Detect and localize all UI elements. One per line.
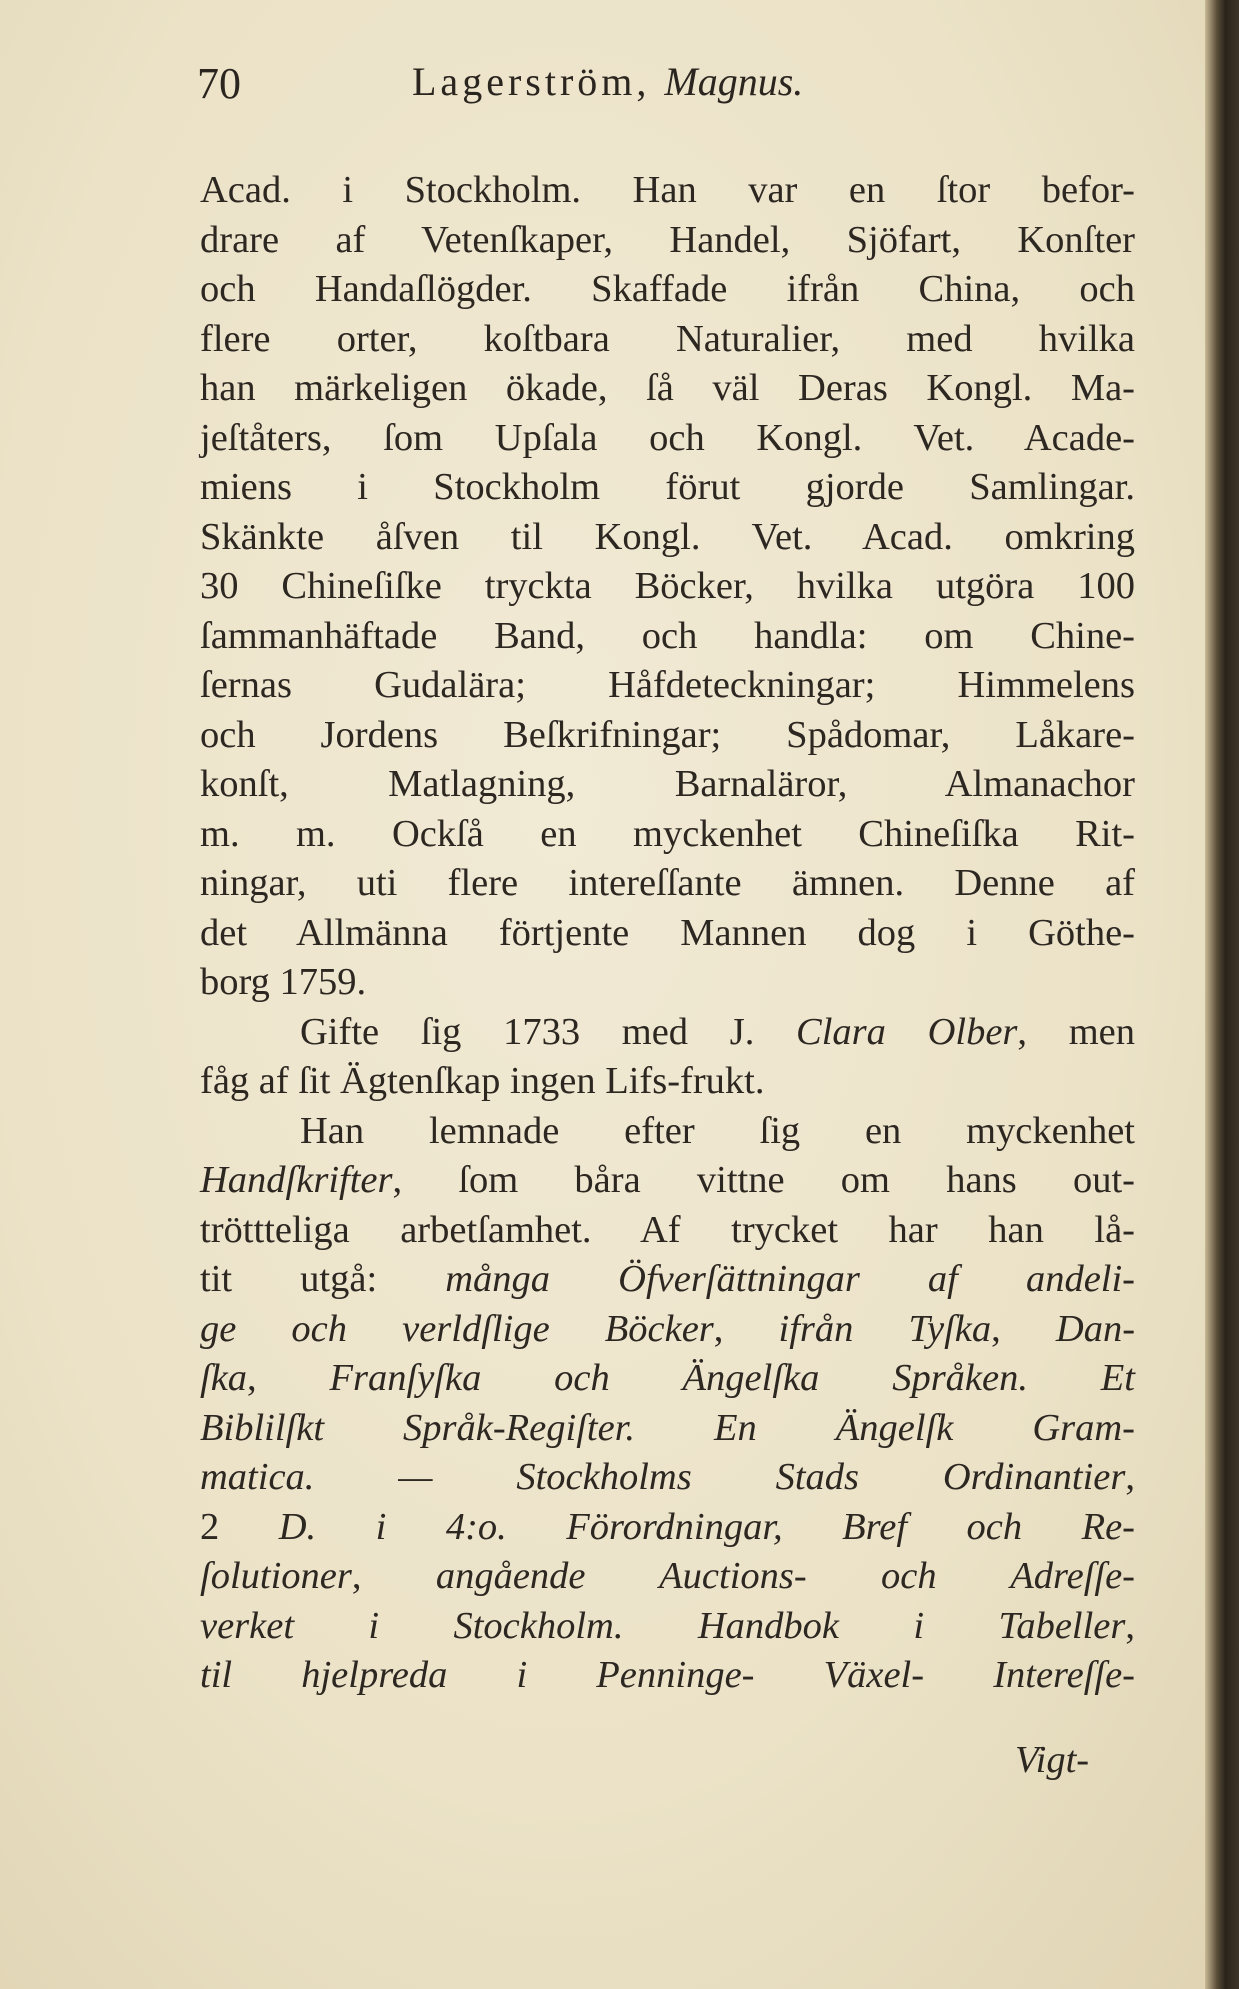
works-line-9 — [200, 1503, 1135, 1553]
works-line-3: tröttteliga arbetſamhet. Af trycket har han lå- — [200, 1208, 1135, 1251]
text-line: 30 Chineſiſke tryckta Böcker, hvilka utgöra 100 — [200, 565, 1135, 607]
works-line-5-italic-a: ge och verldſlige Böcker — [200, 1307, 714, 1350]
text-line: drare af Vetenſkaper, Handel, Sjöfart, Konſter — [200, 218, 1135, 261]
works-line-10 — [200, 1552, 1135, 1602]
works-line-11 — [200, 1602, 1135, 1652]
text-line: konſt, Matlagning, Barnaläror, Almanachor — [200, 763, 1135, 805]
marriage-line-2: fåg af ſit Ägtenſkap ingen Lifs-frukt. — [200, 1060, 765, 1102]
works-line-4-roman: tit utgå: — [200, 1258, 446, 1300]
text-line: jeſtåters, ſom Upſala och Kongl. Vet. Acade- — [200, 416, 1135, 459]
works-line-7: Biblilſkt Språk-Regiſter. En Ängelſk Gram- — [200, 1406, 1135, 1449]
catchword: Vigt- — [1015, 1739, 1090, 1781]
text-line: ſernas Gudalära; Håfdeteckningar; Himmelens — [200, 664, 1135, 706]
page-number: 70 — [197, 59, 241, 108]
text-line: och Handaſlögder. Skaffade ifrån China, och — [200, 268, 1135, 310]
works-line-6 — [200, 1354, 1135, 1404]
page-header — [197, 58, 1157, 118]
adjacent-page-edge — [1205, 0, 1239, 1989]
text-line: borg 1759. — [200, 961, 367, 1003]
works-line-6-comma: , — [247, 1357, 330, 1399]
works-line-6-italic-a: ſka — [200, 1357, 248, 1399]
works-line-9-roman: 2 — [200, 1505, 279, 1548]
works-line-8-italic: matica. — Stockholms Stads Ordinantier — [200, 1456, 1126, 1498]
text-line: och Jordens Beſkrifningar; Spådomar, Låkare- — [200, 713, 1135, 756]
spouse-name: Clara Olber — [796, 1010, 1018, 1053]
works-line-10-italic-b: angående Auctions- och Adreſſe- — [435, 1555, 1135, 1597]
works-line-5 — [200, 1305, 1135, 1355]
running-title-forename: Magnus. — [664, 59, 804, 104]
works-line-9-italic: D. i 4:o. Förordningar, Bref och Re- — [278, 1505, 1135, 1548]
works-line-12: til hjelpreda i Penninge- Växel- Intereſſe- — [200, 1654, 1135, 1696]
marriage-suffix: , men — [1017, 1010, 1135, 1053]
works-line-11-italic: verket i Stockholm. Handbok i Tabeller — [200, 1604, 1126, 1647]
works-line-5-italic-b: ifrån Tyſka — [778, 1307, 992, 1350]
text-line: Skänkte åſven til Kongl. Vet. Acad. omkring — [200, 515, 1135, 558]
marriage-prefix: Gifte ſig 1733 med J. — [300, 1010, 797, 1053]
works-line-1: Han lemnade efter ſig en myckenhet — [300, 1109, 1135, 1152]
running-title — [412, 58, 803, 105]
works-line-5-italic-c: Dan- — [1055, 1307, 1136, 1350]
body-text — [200, 166, 1135, 1701]
works-line-10-comma: , — [351, 1555, 436, 1597]
works-line-2-rest: , ſom båra vittne om hans out- — [392, 1159, 1135, 1201]
works-line-6-italic-b: Franſyſka och Ängelſka Språken. Et — [329, 1357, 1136, 1399]
works-line-4 — [200, 1255, 1135, 1305]
works-line-2 — [200, 1156, 1135, 1206]
text-line: ſammanhäftade Band, och handla: om Chine- — [200, 614, 1135, 657]
text-line: han märkeligen ökade, ſå väl Deras Kongl. Ma- — [200, 367, 1135, 409]
text-line: det Allmänna förtjente Mannen dog i Göthe- — [200, 911, 1135, 954]
works-line-8 — [200, 1453, 1135, 1503]
works-line-10-italic-a: ſolutioner — [200, 1555, 352, 1597]
works-line-5-sep: , — [713, 1307, 779, 1350]
marriage-line — [200, 1008, 1135, 1058]
text-line: Acad. i Stockholm. Han var en ſtor befor- — [200, 169, 1135, 211]
text-line: ningar, uti flere intereſſante ämnen. Denne af — [200, 862, 1135, 904]
manuscripts-term: Handſkrifter — [200, 1159, 393, 1201]
running-title-surname: Lagerström, — [412, 59, 651, 104]
works-line-8-comma: , — [1125, 1456, 1135, 1498]
works-line-11-comma: , — [1125, 1604, 1135, 1647]
text-line: flere orter, koſtbara Naturalier, med hvilka — [200, 317, 1135, 360]
works-line-5-comma: , — [991, 1307, 1056, 1350]
text-line: m. m. Ockſå en myckenhet Chineſiſka Rit- — [200, 812, 1135, 855]
text-line: miens i Stockholm förut gjorde Samlingar. — [200, 466, 1135, 508]
works-line-4-italic: många Öfverſättningar af andeli- — [445, 1258, 1135, 1300]
